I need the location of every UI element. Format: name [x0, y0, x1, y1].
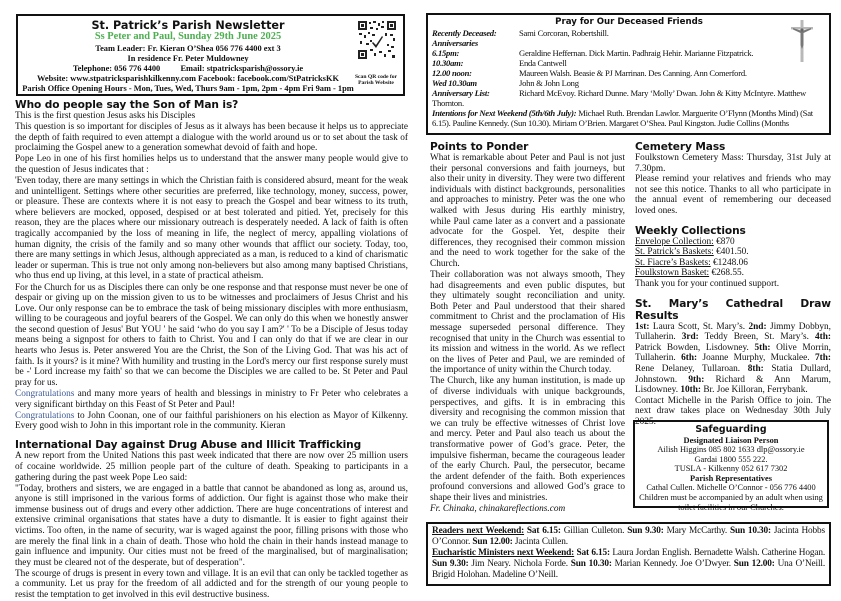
collection-label: St. Fiacre’s Baskets: [635, 257, 711, 268]
roster-names: Laura Jordan English. Bernadette Walsh. Catherine Hogan. [609, 548, 826, 558]
in-residence: In residence Fr. Peter Muldowney [127, 54, 249, 63]
deceased-title: Pray for Our Deceased Friends [555, 17, 703, 27]
paragraph: The Church, like any human institution, is made up of diverse individuals with unique backgrounds, perspectives, and gifts. It is in embracing this diversity and recognising the common mission that we can truly be effective witnesses of Christ love and mercy. Peter and Paul also teach us about the transformative power of God’s grace. Peter, the impulsive fisherman, became the courageous leader of the early Church. Paul, the persecutor, became the ardent defender of the faith. Both experiences profound conversions and allowed God’s grace to shape their lives and ministries. [430, 376, 625, 503]
row-label: Anniversary List: [432, 87, 490, 98]
ministers-label: Eucharistic Ministers next Weekend: [432, 548, 575, 558]
email-link[interactable]: Email: stpatricksparish@ossory.ie [180, 64, 304, 73]
draw-footer: Contact Michelle in the Parish Office to join. The next draw takes place on Wednesday 30th July 2025. [635, 395, 831, 427]
congratulations-john-coonan [15, 411, 408, 432]
collection-item [635, 258, 831, 269]
draw-place: 4th: [814, 332, 831, 343]
draw-results [635, 322, 831, 396]
intentions-value: Michael Ruth. Brendan Lawlor. Marguerite O’Flynn (Months Mind) (Sat 6.15). Pauline Kennedy. (Sun 10.30). Miriam O’Brien. Margaret O’Shea. Paul Kingston. Judie Collins (Months [432, 107, 813, 128]
qr-caption-line: Parish Website [358, 80, 394, 87]
intentions-row [432, 108, 826, 128]
cathedral-draw-heading: St. Mary’s Cathedral Draw Results [635, 297, 831, 322]
row-value: Geraldine Heffernan. Dick Martin. Padhraig Hehir. Marianne Fitzpatrick. [519, 47, 754, 58]
paragraph: What is remarkable about Peter and Paul is not just their personal conversions and faith journeys, but also their unity in diversity. They were two different individuals with distinct backgrounds, personalities and approaches to ministry. Peter was the one who walked with Jesus during His earthly ministry, while Paul came later as a convert and a passionate advocate for the Gospel. Yet, despite their differences, they recognised their common mission and the need to work together for the sake of the Church. [430, 153, 625, 269]
roster-names: Una O’Neill. Brigid Holohan. Madeline O’Neill. [432, 559, 826, 580]
collection-value: €401.50. [713, 247, 749, 258]
anniversary-list-row [432, 88, 826, 98]
draw-winner: Laura Scott, St. Mary’s. [649, 321, 749, 332]
row-label: Recently Deceased: [432, 27, 497, 38]
collection-label: Foulkstown Basket: [635, 268, 710, 279]
draw-winner: Statia Dullard, Johnstown. [635, 363, 831, 385]
draw-place: 9th: [688, 374, 705, 385]
office-hours: Parish Office Opening Hours - Mon, Tues, Wed, Thurs 9am - 1pm, 2pm - 4pm Fri 9am - 1pm [22, 84, 354, 93]
paragraph: 'Even today, there are many settings in which the Christian faith is considered absurd, meant for the weak and unintelligent. Settings where other securities are preferred, like technology, money, success, power, or pleasure. These are contexts where it is not easy to preach the Gospel and bear witness to its truth, where believers are mocked, opposed, despised or at best tolerated and pitied. Yet, precisely for this reason, they are the places where our missionary outreach is desperately needed. A lack of faith is often tragically accompanied by the loss of meaning in life, the neglect of mercy, appalling violations of human dignity, the crisis of the family and so many other wounds that afflict our society. Today, too, there are many settings in which Jesus, although appreciated as a man, is reduced to a kind of charismatic leader or superman. This is true not only among non-believers but also among many baptised Christians, who thus end up living, at this level, in a state of practical atheism. [15, 176, 408, 282]
newsletter-subtitle: Ss Peter and Paul, Sunday 29th June 2025 [94, 31, 282, 42]
paragraph: A new report from the United Nations this past week indicated that there are now over 25 million users of cocaine worldwide. 25 million people part of the culture of death. Speaking to participants in a gathering during the past week Pope Leo said: [15, 451, 408, 483]
row-label: 12.00 noon: [432, 67, 472, 78]
draw-place: 10th: [680, 385, 702, 396]
safeguarding-title: Safeguarding [695, 424, 767, 435]
cemetery-mass-heading: Cemetery Mass [635, 141, 726, 153]
draw-winner: Rene Delaney, Tullaroan. [635, 363, 748, 374]
roster-names: Gillian Culleton. [560, 526, 628, 536]
recently-deceased-row [432, 28, 826, 38]
collection-value: €268.55. [709, 268, 744, 279]
team-leader: Team Leader: Fr. Kieran O’Shea 056 776 4400 ext 3 [95, 44, 281, 53]
gardai-contact: Gardai 1800 555 222. [694, 454, 768, 464]
draw-place: 3rd: [681, 332, 699, 343]
row-value: Enda Cantwell [519, 57, 567, 68]
paragraph: For the Church for us as Disciples there can only be one response and that response must never be one of despair or giving up on the mission given to us to be witnesses and proclaimers of Jesus Christ and his Love. Our only response can be to embrace the task of being missionary disciples with more enthusiasm, willing to be courageous and joyful bearers of the Gospel. We can only do this when we honestly answer the second question of Jesus' But YOU ' he said ‘who do you say I am?' ' To be a Disciple of Jesus today means being a signpost for others to faith to Christ. You and I can only do that if we are clear in our hearts who Jesus is. Peter answered You are the Christ, the Son of the Living God. That was his act of faith. Is it yours? is it mine? With humility and trusting in the Lord's mercy our first response surely must be -' Lord increase my faith' so that we can become the Disciples we are called to be. St Peter and Paul pray for us. [15, 282, 408, 388]
website-line[interactable]: Website: www.stpatricksparishkilkenny.com Facebook: facebook.com/StPatricksKK [37, 74, 339, 83]
newsletter-title: St. Patrick’s Parish Newsletter [91, 19, 285, 32]
row-label: Anniversaries [432, 37, 478, 48]
draw-place: 1st: [635, 321, 650, 332]
roster-names: Mary McCarthy. [663, 526, 730, 536]
draw-winner: Jimmy Dobbyn, Tullaherin. [635, 321, 831, 343]
deceased-friends-box [426, 13, 831, 135]
draw-place: 7th: [814, 353, 831, 364]
collection-item [635, 247, 831, 258]
roster-names: Jacinta Hobbs O’Connor. [432, 526, 825, 547]
row-value: Richard McEvoy. Richard Dunne. Mary ‘Molly’ Dwan. John & Kitty McIntyre. Matthew [519, 87, 806, 98]
middle-column [430, 141, 625, 515]
weekly-collections-heading: Weekly Collections [635, 224, 746, 237]
congratulations-text: and many more years of health and blessings in ministry to Fr Peter who celebrates a very significant birthday on this Feast of St Peter and Paul! [15, 388, 408, 410]
collection-label: St. Patrick’s Baskets: [635, 247, 714, 258]
paragraph: Their collaboration was not always smooth, They had disagreements and even public disputes, but they ultimately sought reconciliation and unity. Both Peter and Paul understood that their shared commitment to Christ and the proclamation of His message superseded personal difference. They recognised that unity in the Church was essential to its mission and witness in the world. As we reflect on the lives of Peter and Paul, we are reminded of the importance of unity within the Church today. [430, 270, 625, 376]
anniversary-row [432, 78, 826, 88]
roster-names: Marian Kennedy. Joe O’Dwyer. [611, 559, 734, 569]
collection-item [635, 268, 831, 279]
children-note: Children must be accompanied by an adult when using toilet facilities in our Churches. [639, 493, 823, 512]
draw-winner: Joanne Murphy, Muckalee. [697, 353, 815, 364]
liaison-contact: Ailish Higgins 085 802 1633 dlp@ossory.ie [657, 445, 805, 455]
anniversary-list-cont: Thornton. [432, 97, 464, 108]
drug-abuse-heading: International Day against Drug Abuse and Illicit Trafficking [15, 439, 362, 452]
readers-roster [432, 526, 825, 548]
reps-heading: Parish Representatives [690, 473, 772, 483]
anniversary-row [432, 68, 826, 78]
telephone: Telephone: 056 776 4400 [72, 64, 161, 73]
tusla-contact: TUSLA - Kilkenny 052 617 7302 [674, 464, 788, 474]
congratulations-text: to John Coonan, one of our faithful parishioners on his election as Mayor of Kilkenny. Every good wish to John in this important role in the community. Kieran [15, 410, 408, 432]
collection-label: Envelope Collection: [635, 236, 714, 247]
crucifix-icon [789, 19, 815, 63]
roster-time: Sun 10.30: [729, 526, 771, 536]
paragraph: Please remind your relatives and friends who may not see this notice. Thanks to all who participate in the annual event of remembering our deceased loved ones. [635, 174, 831, 216]
paragraph: Pope Leo in one of his first homilies helps us to understand that the answer many people would give to the question of Jesus indicates that : [15, 154, 408, 175]
draw-place: 8th: [747, 363, 764, 374]
roster-names: Jacinta Cullen. [512, 537, 568, 547]
roster-time: Sun 12.00: [733, 559, 775, 569]
reps-contact: Cathal Cullen. Michelle O’Connor - 056 776 4400 [646, 483, 816, 493]
roster-names: Jim Neary. Nichola Forde. [468, 559, 571, 569]
congratulations-word: Congratulations [15, 388, 75, 399]
collections-thanks: Thank you for your continued support. [635, 278, 780, 289]
anniversary-row [432, 58, 826, 68]
paragraph: The scourge of drugs is present in every town and village. It is an evil that can only be tackled together as a community. Let us pray for the freedom of all addicted and for the strength of our young people to resist the temptation to get involved in this evil destructive business. [15, 568, 408, 601]
paragraph: This question is so important for disciples of Jesus as it always has been because it helps us to appreciate the depth of faith required to even attempt a dialogue with the world around us or to set about the task of proclaiming the Gospel anew to a generation somewhat devoid of faith and hope. [15, 122, 408, 154]
draw-place: 5th: [754, 342, 771, 353]
points-to-ponder-heading: Points to Ponder [430, 141, 529, 153]
paragraph: "Today, brothers and sisters, we are engaged in a battle that cannot be abandoned as long as, around us, anyone is still imprisoned in the various forms of addiction. Our fight is against those who make their immense business out of drugs and every other addiction. There are huge concentrations of interest and extensive criminal organisations that states have a duty to dismantle. It is easier to fight against their victims. Too often, in the name of security, war is waged against the poor, filling prisons with those who are merely the final link in a chain of death. Those who hold the chain in their hands instead manage to gain influence and impunity. Our cities must not be freed of the marginalised, but of marginalisation; they must be cleared not of the desperate, but of desperation". [15, 483, 408, 568]
qr-caption-line: Scan QR code for [354, 74, 398, 80]
congratulations-word: Congratulations [15, 410, 75, 421]
newsletter-header [16, 14, 405, 96]
row-value: Sami Corcoran, Robertshill. [519, 27, 609, 38]
contact-line [18, 64, 358, 74]
draw-winner: Br. Joe Killoran, Ferrybank. [701, 385, 808, 396]
safeguarding-box [633, 420, 829, 512]
anniversaries-row [432, 38, 826, 48]
liaison-heading: Designated Liaison Person [683, 435, 779, 445]
roster-time: Sun 9.30: [432, 559, 469, 569]
congratulations-fr-peter [15, 389, 408, 410]
paragraph: This is the first question Jesus asks his Disciples [15, 111, 196, 121]
roster-time: Sat 6.15: [574, 548, 610, 558]
paragraph: Foulkstown Cemetery Mass: Thursday, 31st July at 7.30pm. [635, 153, 831, 174]
draw-winner: Richard & Ann Marum, Lisdowney. [635, 374, 831, 396]
son-of-man-heading: Who do people say the Son of Man is? [15, 99, 239, 111]
collection-item [635, 237, 831, 248]
roster-time: Sat 6.15: [524, 526, 561, 536]
row-value: John & John Long [519, 77, 579, 88]
collection-value: €1248.06 [710, 257, 748, 268]
left-column [15, 99, 408, 601]
readers-label: Readers next Weekend: [432, 526, 525, 536]
roster-time: Sun 9.30: [627, 526, 664, 536]
draw-place: 6th: [681, 353, 698, 364]
ministers-roster [432, 548, 825, 581]
anniversary-row [432, 48, 826, 58]
row-value: Maureen Walsh. Beasie & PJ Marrinan. Des Canning. Ann Comerford. [519, 67, 747, 78]
roster-time: Sun 12.00: [472, 537, 513, 547]
rosters-box [426, 522, 831, 586]
row-label: 6.15pm: [432, 47, 460, 58]
right-column [635, 141, 831, 427]
roster-time: Sun 10.30: [570, 559, 612, 569]
draw-place: 2nd: [748, 321, 767, 332]
intentions-label: Intentions for Next Weekend (5th/6th July): [432, 107, 577, 118]
draw-winner: Patrick Bowden, Lisdowney. [635, 342, 755, 353]
row-label: Wed 10.30am [432, 77, 477, 88]
signature: Fr. Chinaka, chinakareflections.com [430, 504, 566, 515]
row-label: 10.30am: [432, 57, 464, 68]
qr-code-icon[interactable] [357, 20, 397, 60]
qr-caption [351, 74, 401, 87]
collection-value: €870 [713, 236, 735, 247]
draw-winner: Olive Morrin, Tullaherin. [635, 342, 831, 364]
draw-winner: Teddy Breen, St. Mary’s. [698, 332, 815, 343]
